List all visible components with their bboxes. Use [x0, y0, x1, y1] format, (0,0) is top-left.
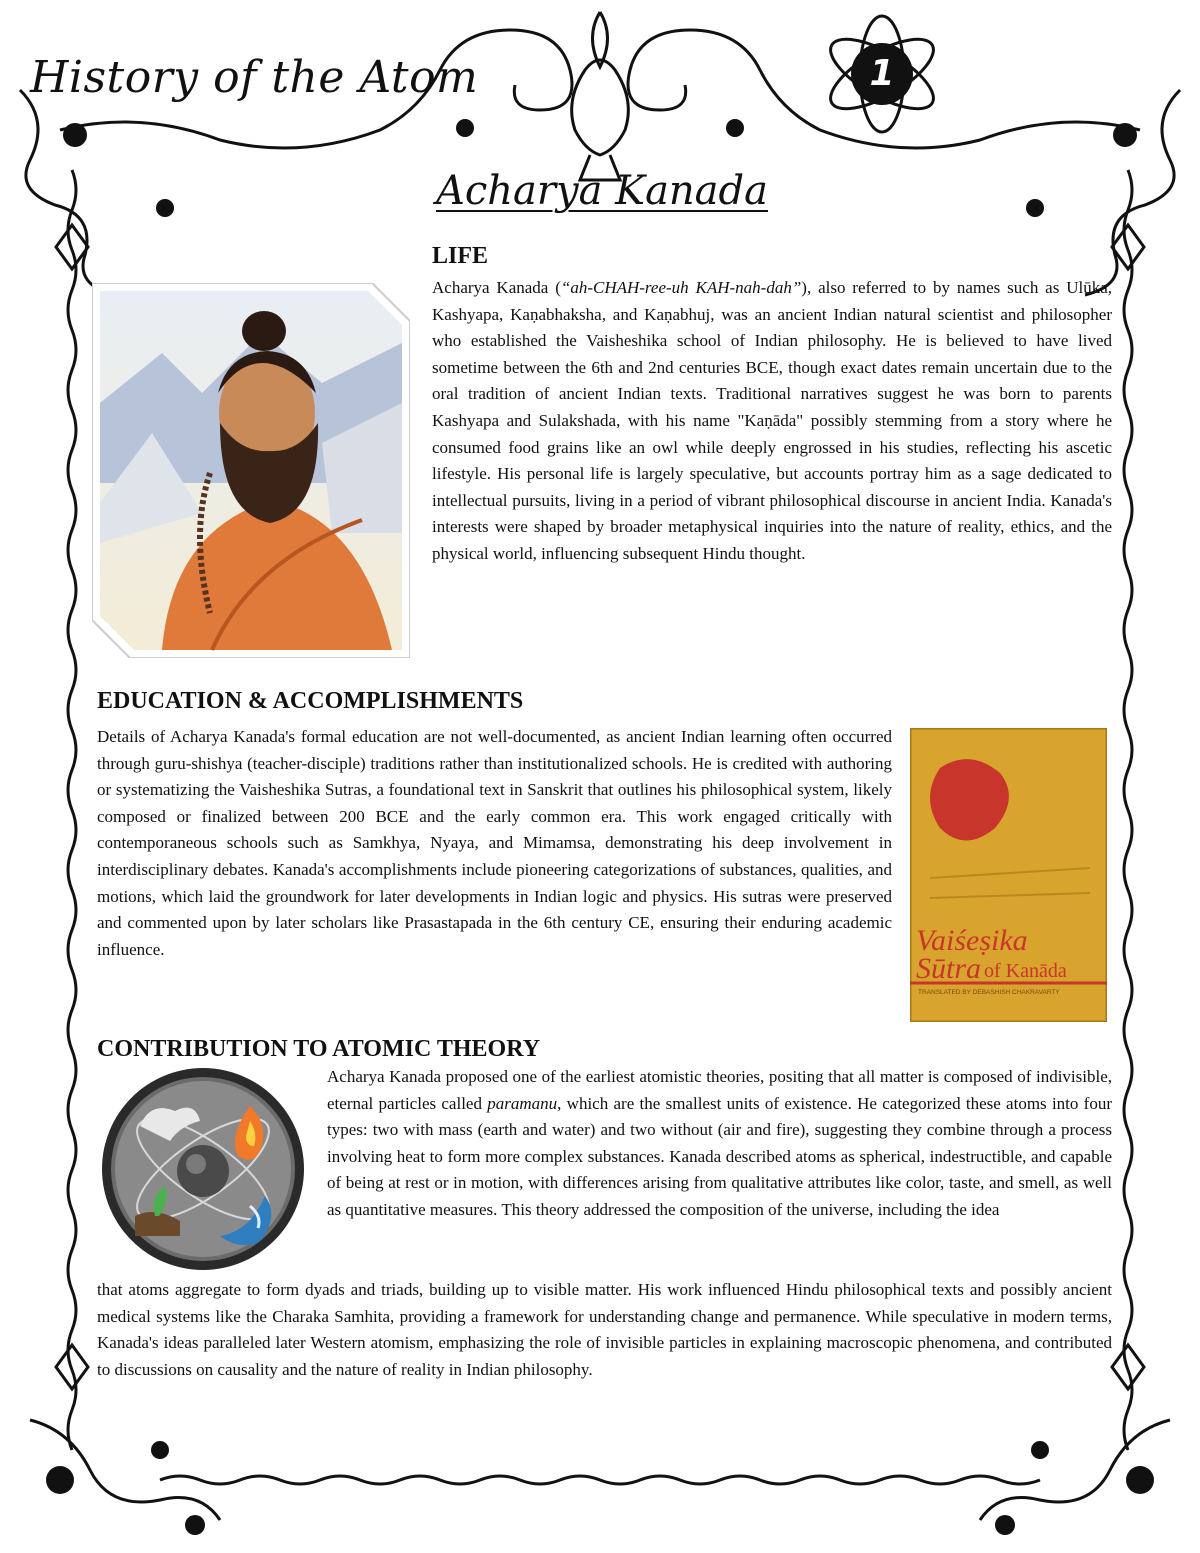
- book-cover-image: [910, 728, 1107, 1022]
- life-paragraph: Acharya Kanada (“ah-CHAH-ree-uh KAH-nah-dah”), also referred to by names such as Ulūka, Kashyapa, Kaṇabhaksha, and Kaṇabhuj, was an ancient Indian natural scientist and philosopher who established the Vaisheshika school of Indian philosophy. He is believed to have lived sometime between the 6th and 2nd centuries BCE, though exact dates remain uncertain due to the oral tradition of ancient Indian texts. Traditional narratives suggest he was born to parents Kashyapa and Sulakshada, with his name "Kaṇāda" possibly stemming from a story where he consumed food grains like an owl while deeply engrossed in his studies, reflecting his ascetic lifestyle. His personal life is largely speculative, but accounts portray him as a sage dedicated to intellectual pursuits, living in a period of vibrant philosophical discourse in ancient India. Kanada's interests were shaped by broader metaphysical inquiries into the nature of reality, ethics, and the physical world, influencing subsequent Hindu thought.: [432, 278, 1112, 563]
- four-elements-icon: [100, 1066, 306, 1272]
- portrait-image: [92, 283, 410, 658]
- section-heading-life: LIFE: [432, 243, 489, 269]
- book-title-line1: Vaiśeṣika: [916, 924, 1028, 957]
- contribution-paragraph-wrapped: Acharya Kanada proposed one of the earliest atomistic theories, positing that all matter is composed of indivisible, eternal particles called paramanu, which are the smallest units of existence. He categorized these atoms into four types: two with mass (earth and water) and two without (air and fire), suggesting they combine through a process involving heat to form more complex substances. Kanada described atoms as spherical, indestructible, and capable of being at rest or in motion, with differences arising from qualitative attributes like color, taste, and smell, as well as quantitative measures. This theory addressed the composition of the universe, including the idea: [327, 1067, 1112, 1219]
- book-title-line2: Sūtra: [916, 952, 982, 985]
- contribution-paragraph-full: that atoms aggregate to form dyads and triads, building up to visible matter. His work influenced Hindu philosophical texts and possibly ancient medical systems like the Charaka Samhita, providing a framework for understanding change and permanence. While speculative in modern terms, Kanada's ideas paralleled later Western atomism, emphasizing the role of invisible particles in explaining macroscopic phenomena, and contributed to discussions on causality and the nature of reality in Indian philosophy.: [97, 1280, 1112, 1379]
- series-title: History of the Atom: [30, 52, 479, 103]
- page-number-badge: 1: [851, 43, 913, 105]
- education-paragraph: Details of Acharya Kanada's formal education are not well-documented, as ancient Indian learning often occurred through guru-shishya (teacher-disciple) traditions rather than institutionalized schools. He is credited with authoring or systematizing the Vaisheshika Sutras, a foundational text in Sanskrit that outlines his philosophical system, likely composed or finalized between 200 BCE and the early common era. This work engaged critically with contemporaneous schools such as Samkhya, Nyaya, and Mimamsa, demonstrating his deep involvement in interdisciplinary debates. Kanada's accomplishments include pioneering categorizations of substances, qualities, and motions, which laid the groundwork for later developments in Indian logic and physics. His sutras were preserved and commented upon by later scholars like Prasastapada in the 6th century CE, ensuring their enduring academic influence.: [97, 727, 892, 959]
- book-subtitle: TRANSLATED BY DEBASHISH CHAKRAVARTY: [918, 989, 1060, 996]
- section-heading-education: EDUCATION & ACCOMPLISHMENTS: [97, 688, 524, 714]
- page-title: Acharya Kanada: [436, 168, 768, 214]
- section-heading-contribution: CONTRIBUTION TO ATOMIC THEORY: [97, 1036, 541, 1062]
- book-title-line3: of Kanāda: [984, 960, 1067, 982]
